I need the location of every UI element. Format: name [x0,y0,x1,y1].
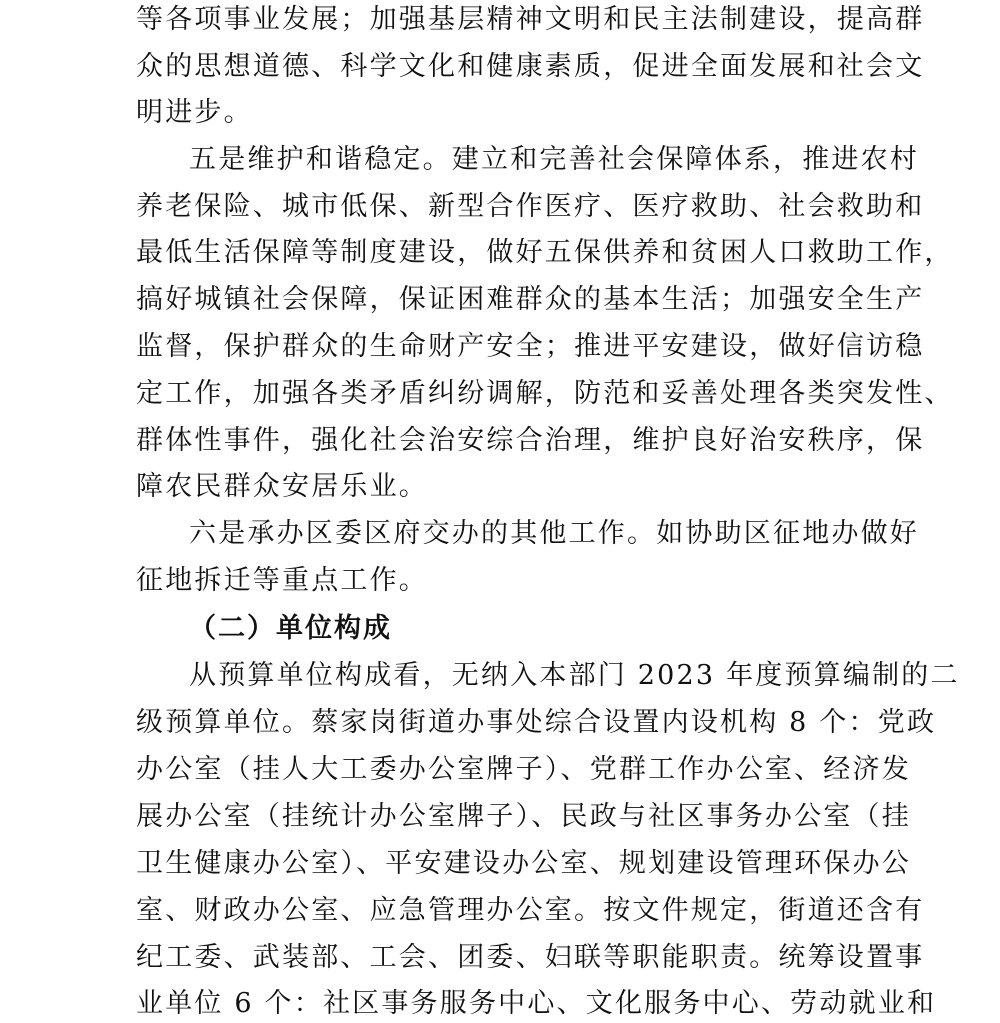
paragraph-line: 展办公室（挂统计办公室牌子）、民政与社区事务办公室（挂 [136,801,911,832]
paragraph-line: 众的思想道德、科学文化和健康素质，促进全面发展和社会文 [136,51,925,82]
paragraph-line: 等各项事业发展；加强基层精神文明和民主法制建设，提高群 [136,4,925,35]
paragraph-line: 定工作，加强各类矛盾纠纷调解，防范和妥善处理各类突发性、 [136,378,954,409]
paragraph-line: 明进步。 [136,97,253,128]
paragraph-first-line: 六是承办区委区府交办的其他工作。如协助区征地办做好 [189,518,919,549]
paragraph-line: 纪工委、武装部、工会、团委、妇联等职能职责。统筹设置事 [136,942,925,973]
paragraph-line: 级预算单位。蔡家岗街道办事处综合设置内设机构 8 个：党政 [136,707,937,738]
paragraph-first-line: 五是维护和谐稳定。建立和完善社会保障体系，推进农村 [189,144,919,175]
paragraph-line: 征地拆迁等重点工作。 [136,565,428,596]
paragraph-line: 室、财政办公室、应急管理办公室。按文件规定，街道还含有 [136,895,925,926]
section-heading: （二）单位构成 [189,613,392,644]
paragraph-line: 办公室（挂人大工委办公室牌子）、党群工作办公室、经济发 [136,754,911,785]
paragraph-first-line: 从预算单位构成看，无纳入本部门 2023 年度预算编制的二 [189,660,960,691]
paragraph-line: 群体性事件，强化社会治安综合治理，维护良好治安秩序，保 [136,425,925,456]
paragraph-line: 障农民群众安居乐业。 [136,471,428,502]
paragraph-line: 搞好城镇社会保障，保证困难群众的基本生活；加强安全生产 [136,284,925,315]
paragraph-line: 最低生活保障等制度建设，做好五保供养和贫困人口救助工作， [136,237,954,268]
paragraph-line: 养老保险、城市低保、新型合作医疗、医疗救助、社会救助和 [136,191,925,222]
paragraph-line: 卫生健康办公室）、平安建设办公室、规划建设管理环保办公 [136,848,911,879]
paragraph-line: 业单位 6 个：社区事务服务中心、文化服务中心、劳动就业和 [136,988,937,1019]
paragraph-line: 监督，保护群众的生命财产安全；推进平安建设，做好信访稳 [136,331,925,362]
